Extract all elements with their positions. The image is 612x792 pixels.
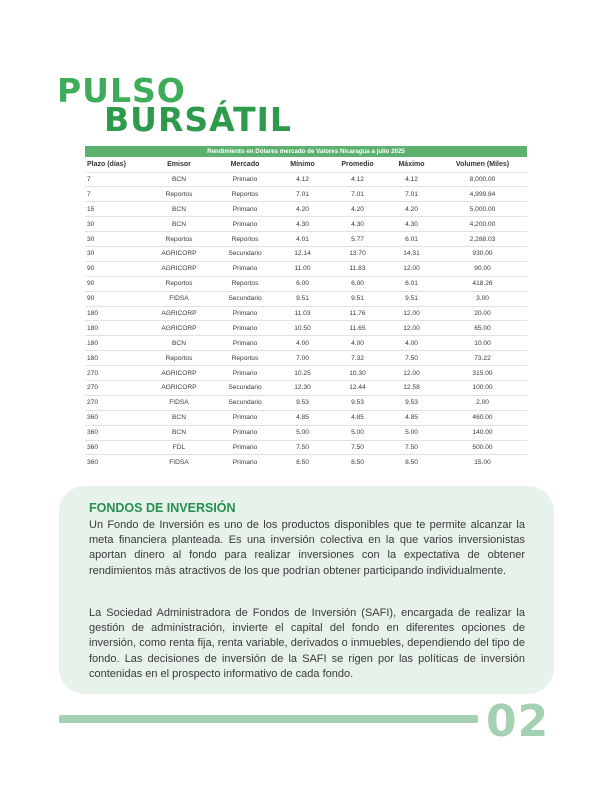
header-promedio: Promedio [341, 160, 374, 168]
cell-minimo: 12.14 [275, 246, 330, 261]
cell-minimo: 5.00 [275, 425, 330, 440]
cell-mercado: Primario [215, 321, 275, 336]
cell-maximo: 12.00 [385, 366, 438, 381]
cell-emisor: FIDSA [143, 455, 215, 470]
cell-maximo: 9.53 [385, 395, 438, 410]
cell-mercado: Primario [215, 440, 275, 455]
table-row [85, 321, 527, 336]
cell-minimo: 12.30 [275, 380, 330, 395]
cell-promedio: 7.01 [330, 187, 385, 202]
cell-maximo: 7.50 [385, 440, 438, 455]
cell-promedio: 9.51 [330, 291, 385, 306]
cell-minimo: 4.01 [275, 232, 330, 247]
cell-promedio: 4.12 [330, 172, 385, 187]
cell-minimo: 7.50 [275, 440, 330, 455]
cell-mercado: Secundario [215, 291, 275, 306]
cell-emisor: AGRICORP [143, 261, 215, 276]
table-caption: Rendimiento en Dólares mercado de Valores Nicaragua a julio 2025 [85, 146, 527, 157]
cell-minimo: 4.12 [275, 172, 330, 187]
table-header-row [85, 157, 527, 172]
cell-promedio: 11.65 [330, 321, 385, 336]
cell-minimo: 10.25 [275, 366, 330, 381]
table-row [85, 306, 527, 321]
cell-volumen: 3.00 [438, 291, 527, 306]
cell-maximo: 4.20 [385, 202, 438, 217]
cell-volumen: 10.00 [438, 336, 527, 351]
cell-minimo: 9.51 [275, 291, 330, 306]
cell-volumen: 500.00 [438, 440, 527, 455]
cell-promedio: 4.85 [330, 410, 385, 425]
cell-maximo: 8.50 [385, 455, 438, 470]
cell-mercado: Primario [215, 261, 275, 276]
cell-plazo: 90 [85, 276, 143, 291]
header-volumen: Volumen (Miles) [455, 160, 510, 168]
table-row [85, 217, 527, 232]
table-body [85, 172, 527, 470]
cell-plazo: 180 [85, 321, 143, 336]
cell-mercado: Reportos [215, 276, 275, 291]
table-row [85, 425, 527, 440]
table-row [85, 351, 527, 366]
cell-maximo: 4.12 [385, 172, 438, 187]
cell-minimo: 9.53 [275, 395, 330, 410]
cell-promedio: 7.32 [330, 351, 385, 366]
cell-minimo: 6.00 [275, 276, 330, 291]
cell-mercado: Primario [215, 455, 275, 470]
fondos-title: FONDOS DE INVERSIÓN [89, 501, 236, 515]
cell-emisor: BCN [143, 217, 215, 232]
cell-mercado: Primario [215, 306, 275, 321]
cell-volumen: 15.00 [438, 455, 527, 470]
table-row [85, 455, 527, 470]
cell-volumen: 4,999.84 [438, 187, 527, 202]
cell-minimo: 7.01 [275, 187, 330, 202]
cell-mercado: Primario [215, 336, 275, 351]
cell-volumen: 65.00 [438, 321, 527, 336]
cell-plazo: 180 [85, 306, 143, 321]
table-row [85, 172, 527, 187]
cell-volumen: 20.00 [438, 306, 527, 321]
cell-plazo: 270 [85, 395, 143, 410]
yield-table [85, 157, 527, 470]
header-minimo: Mínimo [290, 160, 315, 168]
cell-plazo: 360 [85, 455, 143, 470]
cell-volumen: 8,000.00 [438, 172, 527, 187]
cell-plazo: 270 [85, 366, 143, 381]
cell-promedio: 13.70 [330, 246, 385, 261]
cell-minimo: 7.00 [275, 351, 330, 366]
cell-minimo: 4.85 [275, 410, 330, 425]
cell-plazo: 360 [85, 440, 143, 455]
cell-promedio: 5.77 [330, 232, 385, 247]
cell-volumen: 418.26 [438, 276, 527, 291]
cell-mercado: Reportos [215, 351, 275, 366]
cell-volumen: 930.00 [438, 246, 527, 261]
yield-table-section [85, 146, 527, 470]
cell-maximo: 4.30 [385, 217, 438, 232]
page-title-line1: PULSO [57, 71, 186, 110]
cell-emisor: BCN [143, 410, 215, 425]
cell-emisor: FIDSA [143, 291, 215, 306]
cell-promedio: 4.30 [330, 217, 385, 232]
cell-mercado: Primario [215, 366, 275, 381]
header-mercado: Mercado [230, 160, 260, 168]
footer-divider-bar [59, 715, 478, 723]
cell-emisor: AGRICORP [143, 246, 215, 261]
cell-mercado: Reportos [215, 187, 275, 202]
cell-minimo: 4.20 [275, 202, 330, 217]
cell-volumen: 460.00 [438, 410, 527, 425]
table-row [85, 336, 527, 351]
cell-promedio: 7.50 [330, 440, 385, 455]
cell-plazo: 30 [85, 246, 143, 261]
cell-maximo: 12.58 [385, 380, 438, 395]
cell-emisor: AGRICORP [143, 321, 215, 336]
table-row [85, 291, 527, 306]
header-plazo: Plazo (días) [87, 160, 126, 168]
cell-maximo: 4.85 [385, 410, 438, 425]
cell-plazo: 30 [85, 217, 143, 232]
cell-minimo: 11.03 [275, 306, 330, 321]
page-title-line2: BURSÁTIL [104, 100, 292, 139]
table-row [85, 440, 527, 455]
page-number: 02 [486, 696, 550, 747]
cell-maximo: 7.50 [385, 351, 438, 366]
table-row [85, 410, 527, 425]
cell-mercado: Primario [215, 172, 275, 187]
cell-promedio: 5.00 [330, 425, 385, 440]
cell-mercado: Primario [215, 217, 275, 232]
cell-promedio: 11.83 [330, 261, 385, 276]
cell-promedio: 10.30 [330, 366, 385, 381]
cell-maximo: 7.01 [385, 187, 438, 202]
cell-maximo: 12.00 [385, 321, 438, 336]
cell-mercado: Secundario [215, 395, 275, 410]
cell-maximo: 14.31 [385, 246, 438, 261]
table-row [85, 366, 527, 381]
cell-promedio: 4.00 [330, 336, 385, 351]
table-row [85, 276, 527, 291]
cell-minimo: 4.00 [275, 336, 330, 351]
cell-plazo: 90 [85, 291, 143, 306]
cell-mercado: Primario [215, 202, 275, 217]
fondos-paragraph-1: Un Fondo de Inversión es uno de los productos disponibles que te permite alcanzar la meta financiera planteada. Es una inversión colectiva en la que varios inversionistas aportan dinero al fondo para realizar inversiones con la expectativa de obtener rendimientos más atractivos de los que podrían obtener participando individualmente. [89, 519, 525, 577]
cell-emisor: Reportos [143, 276, 215, 291]
cell-emisor: BCN [143, 172, 215, 187]
cell-mercado: Primario [215, 410, 275, 425]
cell-volumen: 140.00 [438, 425, 527, 440]
cell-volumen: 100.00 [438, 380, 527, 395]
table-row [85, 246, 527, 261]
cell-emisor: AGRICORP [143, 380, 215, 395]
cell-plazo: 360 [85, 425, 143, 440]
cell-mercado: Primario [215, 425, 275, 440]
cell-plazo: 360 [85, 410, 143, 425]
cell-volumen: 5,000.00 [438, 202, 527, 217]
cell-emisor: Reportos [143, 187, 215, 202]
cell-volumen: 4,200.00 [438, 217, 527, 232]
table-row [85, 232, 527, 247]
cell-minimo: 8.50 [275, 455, 330, 470]
cell-maximo: 9.51 [385, 291, 438, 306]
table-row [85, 187, 527, 202]
cell-volumen: 2.00 [438, 395, 527, 410]
cell-maximo: 4.00 [385, 336, 438, 351]
table-row [85, 395, 527, 410]
cell-promedio: 8.50 [330, 455, 385, 470]
cell-volumen: 315.00 [438, 366, 527, 381]
cell-maximo: 5.00 [385, 425, 438, 440]
cell-plazo: 180 [85, 351, 143, 366]
cell-plazo: 90 [85, 261, 143, 276]
cell-emisor: BCN [143, 202, 215, 217]
table-row [85, 380, 527, 395]
cell-maximo: 12.00 [385, 261, 438, 276]
cell-minimo: 11.00 [275, 261, 330, 276]
cell-promedio: 4.20 [330, 202, 385, 217]
cell-emisor: AGRICORP [143, 366, 215, 381]
cell-minimo: 4.30 [275, 217, 330, 232]
cell-mercado: Reportos [215, 232, 275, 247]
table-row [85, 261, 527, 276]
cell-plazo: 15 [85, 202, 143, 217]
cell-emisor: FDL [143, 440, 215, 455]
cell-minimo: 10.50 [275, 321, 330, 336]
cell-mercado: Secundario [215, 246, 275, 261]
cell-maximo: 6.01 [385, 232, 438, 247]
fondos-paragraph-2: La Sociedad Administradora de Fondos de Inversión (SAFI), encargada de realizar la gestión de administración, invierte el capital del fondo en diferentes opciones de inversión, como renta fija, renta variable, derivados o inmuebles, dependiendo del tipo de fondo. Las decisiones de inversión de la SAFI se rigen por las políticas de inversión contenidas en el prospecto informativo de cada fondo. [89, 607, 525, 680]
header-emisor: Emisor [167, 160, 191, 168]
cell-emisor: FIDSA [143, 395, 215, 410]
cell-promedio: 9.53 [330, 395, 385, 410]
cell-promedio: 12.44 [330, 380, 385, 395]
cell-promedio: 11.76 [330, 306, 385, 321]
cell-emisor: BCN [143, 425, 215, 440]
cell-plazo: 270 [85, 380, 143, 395]
cell-volumen: 2,288.03 [438, 232, 527, 247]
cell-emisor: Reportos [143, 351, 215, 366]
cell-maximo: 12.00 [385, 306, 438, 321]
cell-mercado: Secundario [215, 380, 275, 395]
header-maximo: Máximo [398, 160, 425, 168]
cell-promedio: 6.00 [330, 276, 385, 291]
cell-emisor: BCN [143, 336, 215, 351]
cell-emisor: Reportos [143, 232, 215, 247]
cell-plazo: 180 [85, 336, 143, 351]
cell-plazo: 7 [85, 172, 143, 187]
cell-volumen: 90.00 [438, 261, 527, 276]
cell-plazo: 30 [85, 232, 143, 247]
cell-emisor: AGRICORP [143, 306, 215, 321]
table-row [85, 202, 527, 217]
cell-maximo: 6.01 [385, 276, 438, 291]
cell-volumen: 73.22 [438, 351, 527, 366]
cell-plazo: 7 [85, 187, 143, 202]
